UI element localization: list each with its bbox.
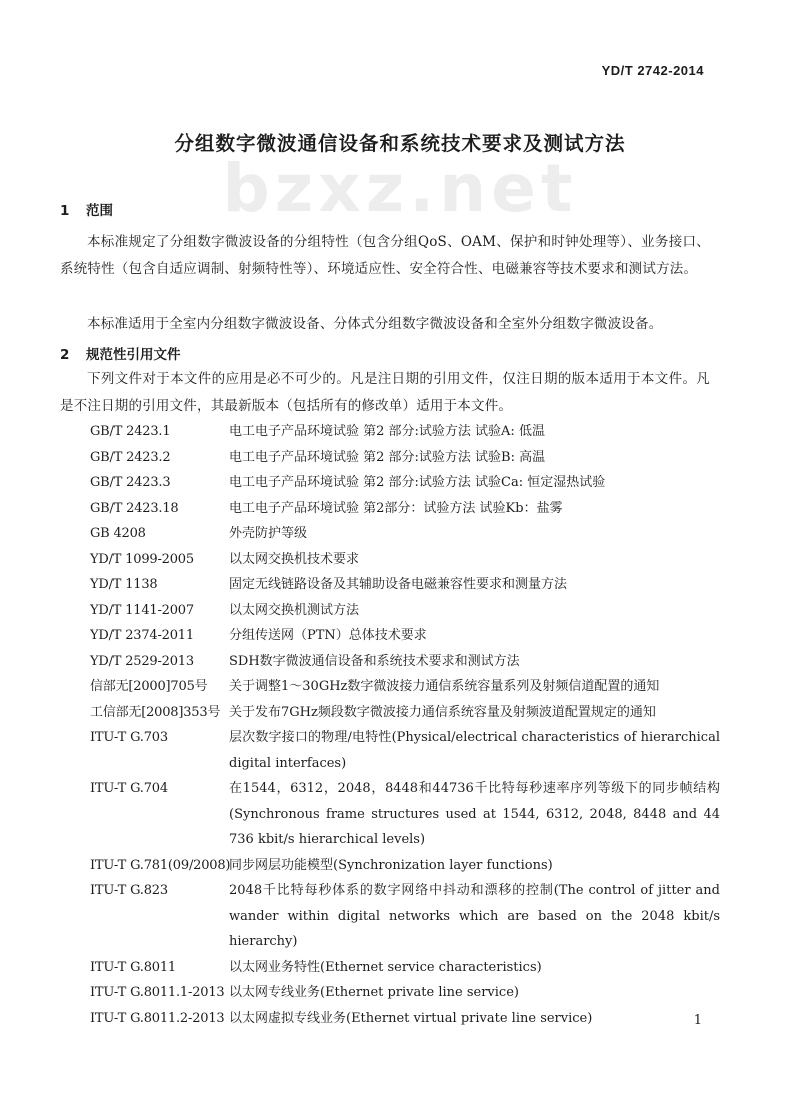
watermark-text: bzxz.net: [222, 150, 578, 227]
reference-title: 以太网交换机测试方法: [229, 602, 360, 618]
reference-title: 以太网交换机技术要求: [229, 551, 360, 567]
reference-item: [90, 955, 720, 981]
reference-code: 工信部无[2008]353号: [90, 704, 221, 720]
section-heading-normative-references: [60, 343, 181, 363]
section-title: 规范性引用文件: [86, 347, 181, 363]
reference-item: [90, 674, 720, 700]
reference-list: [90, 419, 720, 1031]
references-intro-paragraph: 下列文件对于本文件的应用是必不可少的。凡是注日期的引用文件，仅注日期的版本适用于本文件。凡是不注日期的引用文件，其最新版本（包括所有的修改单）适用于本文件。: [60, 371, 710, 414]
reference-item: [90, 700, 720, 726]
reference-code: ITU-T G.8011.2-2013: [90, 1010, 225, 1026]
reference-item: [90, 496, 720, 522]
reference-title: 同步网层功能模型(Synchronization layer functions): [229, 857, 553, 873]
reference-code: 信部无[2000]705号: [90, 679, 208, 694]
reference-code: YD/T 1099-2005: [90, 551, 194, 567]
section-number: 1: [60, 203, 70, 219]
reference-title: 关于调整1～30GHz数字微波接力通信系统容量系列及射频信道配置的通知: [229, 679, 660, 694]
reference-code: ITU-T G.781(09/2008): [90, 857, 231, 873]
reference-code: GB/T 2423.2: [90, 449, 171, 465]
reference-title: 外壳防护等级: [229, 526, 308, 541]
reference-title: 关于发布7GHz频段数字微波接力通信系统容量及射频波道配置规定的通知: [229, 704, 656, 720]
reference-title: SDH数字微波通信设备和系统技术要求和测试方法: [229, 653, 520, 669]
reference-title: 电工电子产品环境试验 第2 部分:试验方法 试验B: 高温: [229, 449, 546, 465]
document-title: 分组数字微波通信设备和系统技术要求及测试方法: [174, 132, 626, 155]
scope-paragraph-2: 本标准适用于全室内分组数字微波设备、分体式分组数字微波设备和全室外分组数字微波设备。: [87, 316, 663, 332]
reference-item: [90, 980, 720, 1006]
reference-item: [90, 776, 720, 853]
reference-code: GB/T 2423.1: [90, 424, 171, 439]
reference-item: [90, 419, 720, 445]
reference-code: ITU-T G.704: [90, 781, 168, 796]
reference-item: [90, 1006, 720, 1032]
reference-item: [90, 445, 720, 471]
reference-title: 固定无线链路设备及其辅助设备电磁兼容性要求和测量方法: [229, 577, 568, 592]
reference-code: YD/T 2374-2011: [90, 628, 194, 643]
reference-code: ITU-T G.703: [90, 730, 168, 745]
reference-item: [90, 572, 720, 598]
reference-item: [90, 598, 720, 624]
reference-code: GB 4208: [90, 526, 146, 541]
reference-title: 以太网业务特性(Ethernet service characteristics): [229, 959, 542, 975]
reference-code: YD/T 1138: [90, 577, 158, 592]
page-number: 1: [693, 1013, 702, 1028]
reference-item: [90, 470, 720, 496]
reference-title: 以太网虚拟专线业务(Ethernet virtual private line service): [229, 1010, 593, 1026]
reference-code: ITU-T G.8011.1-2013: [90, 985, 225, 1000]
reference-title: 层次数字接口的物理/电特性(Physical/electrical characteristics of hierarchical digital interfaces): [229, 730, 720, 771]
reference-title: 电工电子产品环境试验 第2 部分:试验方法 试验Ca: 恒定湿热试验: [229, 475, 606, 490]
reference-title: 电工电子产品环境试验 第2 部分:试验方法 试验A: 低温: [229, 424, 545, 439]
reference-code: GB/T 2423.3: [90, 475, 171, 490]
reference-code: YD/T 1141-2007: [90, 602, 194, 618]
reference-title: 在1544，6312，2048，8448和44736千比特每秒速率序列等级下的同步帧结构(Synchronous frame structures used at 1544, 6312, 2048, 8448 and 44 736 kbit/s hierarchical levels): [229, 781, 720, 847]
reference-code: GB/T 2423.18: [90, 500, 179, 516]
reference-title: 分组传送网（PTN）总体技术要求: [229, 628, 427, 643]
section-title: 范围: [86, 203, 113, 219]
reference-item: [90, 878, 720, 955]
reference-item: [90, 649, 720, 675]
reference-title: 2048千比特每秒体系的数字网络中抖动和漂移的控制(The control of jitter and wander within digital networks which are based on the 2048 kbit/s hierarchy): [229, 883, 720, 949]
reference-code: ITU-T G.8011: [90, 959, 177, 975]
reference-title: 以太网专线业务(Ethernet private line service): [229, 985, 519, 1000]
reference-item: [90, 547, 720, 573]
section-heading-scope: [60, 199, 113, 219]
reference-item: [90, 521, 720, 547]
reference-code: ITU-T G.823: [90, 883, 168, 898]
reference-item: [90, 725, 720, 776]
scope-paragraph-1: 本标准规定了分组数字微波设备的分组特性（包含分组QoS、OAM、保护和时钟处理等）、业务接口、系统特性（包含自适应调制、射频特性等）、环境适应性、安全符合性、电磁兼容等技术要求和测试方法。: [60, 234, 710, 277]
section-number: 2: [60, 347, 70, 363]
document-code: YD/T 2742-2014: [601, 63, 704, 78]
reference-item: [90, 853, 720, 879]
reference-code: YD/T 2529-2013: [90, 653, 194, 669]
reference-title: 电工电子产品环境试验 第2部分：试验方法 试验Kb：盐雾: [229, 500, 563, 516]
reference-item: [90, 623, 720, 649]
